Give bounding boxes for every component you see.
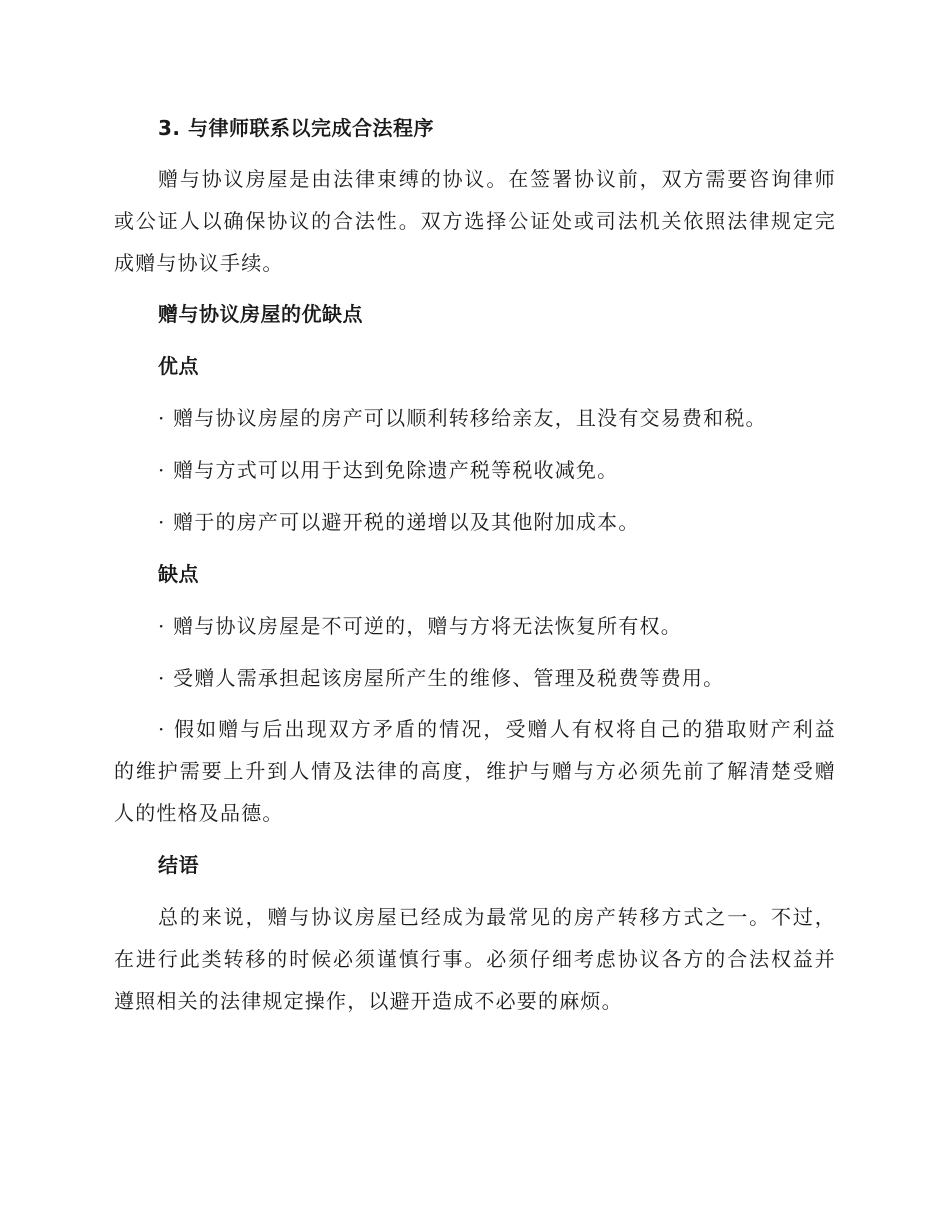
cons-item-3-line-2: 的维护需要上升到人情及法律的高度，维护与赠与方必须先前了解清楚受赠 [114,759,836,783]
section-3-heading: 3. 与律师联系以完成合法程序 [158,116,434,140]
section-3-paragraph-line-3: 成赠与协议手续。 [114,251,284,275]
pros-item-2: · 赠与方式可以用于达到免除遗产税等税收减免。 [158,458,619,482]
conclusion-paragraph-line-1: 总的来说，赠与协议房屋已经成为最常见的房产转移方式之一。不过， [158,905,836,929]
cons-item-2: · 受赠人需承担起该房屋所产生的维修、管理及税费等费用。 [158,666,725,690]
conclusion-paragraph-line-3: 遵照相关的法律规定操作，以避开造成不必要的麻烦。 [114,989,623,1013]
section-3-paragraph-line-1: 赠与协议房屋是由法律束缚的协议。在签署协议前，双方需要咨询律师 [158,167,836,191]
cons-item-1: · 赠与协议房屋是不可逆的，赠与方将无法恢复所有权。 [158,614,682,638]
conclusion-heading: 结语 [158,853,199,877]
cons-item-3-line-3: 人的性格及品德。 [114,801,284,825]
pros-item-3: · 赠于的房产可以避开税的递增以及其他附加成本。 [158,510,640,534]
conclusion-paragraph-line-2: 在进行此类转移的时候必须谨慎行事。必须仔细考虑协议各方的合法权益并 [114,947,836,971]
pros-item-1: · 赠与协议房屋的房产可以顺利转移给亲友，且没有交易费和税。 [158,406,767,430]
cons-heading: 缺点 [158,562,199,586]
cons-item-3-line-1: · 假如赠与后出现双方矛盾的情况，受赠人有权将自己的猎取财产利益 [158,717,836,741]
pros-cons-heading: 赠与协议房屋的优缺点 [158,302,363,326]
section-3-paragraph-line-2: 或公证人以确保协议的合法性。双方选择公证处或司法机关依照法律规定完 [114,209,836,233]
pros-heading: 优点 [158,354,199,378]
